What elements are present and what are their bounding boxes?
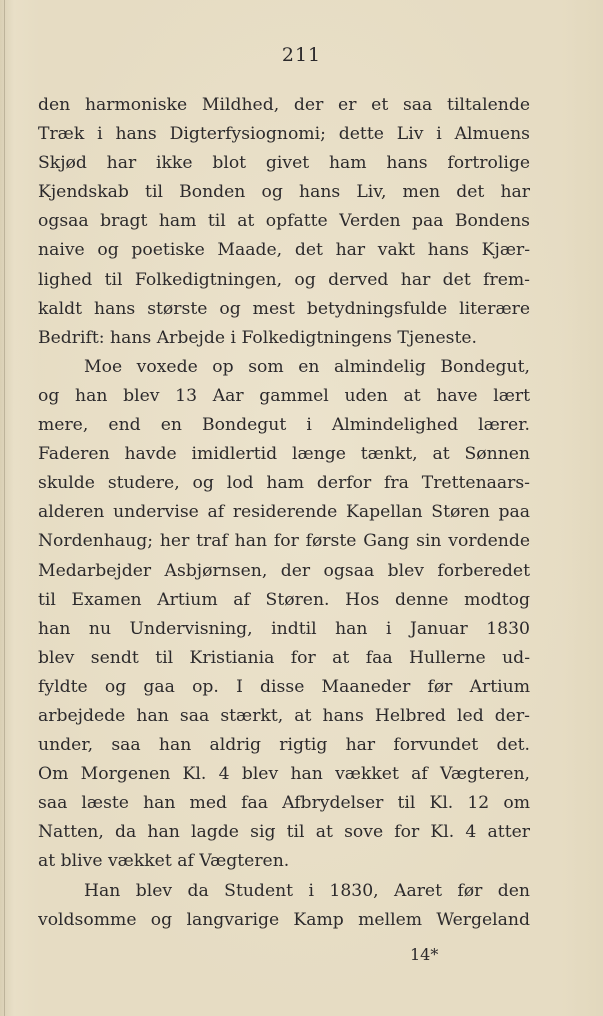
text-line: mere, end en Bondegut i Almindelighed lærer. — [38, 415, 530, 436]
text-line: Kjendskab til Bonden og hans Liv, men det har — [38, 182, 530, 203]
text-line: Nordenhaug; her traf han for første Gang sin vordende — [38, 531, 530, 552]
text-line: kaldt hans største og mest betydningsfulde literære — [38, 298, 530, 319]
text-line: Natten, da han lagde sig til at sove for Kl. 4 atter — [38, 822, 530, 843]
text-line: skulde studere, og lod ham derfor fra Trettenaars- — [38, 473, 530, 494]
text-line: naive og poetiske Maade, det har vakt hans Kjær- — [38, 240, 530, 261]
text-line: Skjød har ikke blot givet ham hans fortrolige — [38, 153, 530, 174]
text-line: til Examen Artium af Støren. Hos denne modtog — [38, 589, 530, 610]
text-line: blev sendt til Kristiania for at faa Hullerne ud- — [38, 647, 530, 668]
text-line: voldsomme og langvarige Kamp mellem Wergeland — [38, 909, 530, 930]
body-text — [38, 91, 530, 935]
text-line: Træk i hans Digterfysiognomi; dette Liv i Almuens — [38, 124, 530, 145]
text-line: Moe voxede op som en almindelig Bondegut, — [84, 356, 530, 377]
text-line: fyldte og gaa op. I disse Maaneder før Artium — [38, 676, 530, 697]
text-line: arbejdede han saa stærkt, at hans Helbred led der- — [38, 705, 530, 726]
page-number: 211 — [281, 44, 322, 66]
text-line: Om Morgenen Kl. 4 blev han vækket af Vægteren, — [38, 764, 530, 785]
text-line: alderen undervise af residerende Kapellan Støren paa — [38, 502, 530, 523]
text-line: og han blev 13 Aar gammel uden at have lært — [38, 385, 530, 406]
text-line: den harmoniske Mildhed, der er et saa tiltalende — [38, 95, 530, 115]
text-line: han nu Undervisning, indtil han i Januar 1830 — [38, 618, 530, 639]
text-line: Faderen havde imidlertid længe tænkt, at Sønnen — [38, 444, 530, 465]
text-line: under, saa han aldrig rigtig har forvundet det. — [38, 735, 530, 756]
text-line: ogsaa bragt ham til at opfatte Verden paa Bondens — [38, 211, 530, 232]
printer-signature-mark: 14* — [410, 945, 439, 964]
text-line: saa læste han med faa Afbrydelser til Kl. 12 om — [38, 793, 530, 814]
text-line: Bedrift: hans Arbejde i Folkedigtningens Tjeneste. — [38, 327, 477, 348]
text-line: at blive vækket af Vægteren. — [38, 851, 290, 872]
binding-edge — [4, 0, 5, 1016]
text-line: Medarbejder Asbjørnsen, der ogsaa blev forberedet — [38, 560, 530, 581]
text-line: lighed til Folkedigtningen, og derved har det frem- — [38, 269, 530, 290]
text-line: Han blev da Student i 1830, Aaret før den — [84, 880, 530, 901]
